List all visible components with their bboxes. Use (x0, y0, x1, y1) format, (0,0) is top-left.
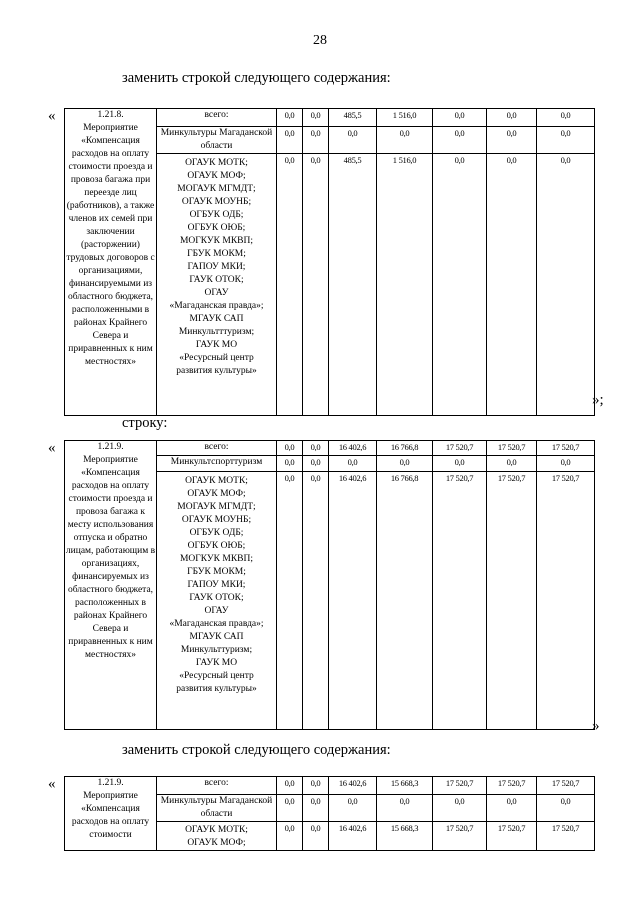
value-cell: 16 402,6 (329, 777, 377, 795)
executors-cell (157, 154, 277, 416)
value-cell: 17 520,7 (433, 777, 487, 795)
value-cell: 15 668,3 (377, 777, 433, 795)
value-cell: 16 402,6 (329, 822, 377, 851)
table-row (65, 777, 595, 795)
measure-name-cell (65, 109, 157, 416)
executor: ОГАУК МОТК; (185, 476, 248, 486)
value-cell: 17 520,7 (487, 822, 537, 851)
executor: «Ресурсный центр (179, 671, 254, 681)
executor: ГАУК ОТОК; (189, 593, 244, 603)
value-cell: 16 766,8 (377, 441, 433, 456)
value-cell: 16 402,6 (329, 441, 377, 456)
value-cell: 16 766,8 (377, 472, 433, 730)
executor: ОГАУ (204, 288, 229, 298)
value-cell: 0,0 (487, 127, 537, 154)
executor: ОГАУК МОФ; (187, 489, 246, 499)
section-2-close-quote: » (592, 718, 600, 734)
value-cell: 0,0 (487, 795, 537, 822)
section-2-heading: строку: (122, 415, 168, 431)
value-cell: 0,0 (433, 109, 487, 127)
value-cell: 0,0 (329, 127, 377, 154)
executors-cell (157, 472, 277, 730)
value-cell: 0,0 (303, 822, 329, 851)
executor: ГБУК МОКМ; (187, 567, 246, 577)
executor: ГАУК МО (195, 658, 238, 668)
value-cell: 0,0 (277, 127, 303, 154)
value-cell: 0,0 (433, 795, 487, 822)
executor: ОГБУК ОДБ; (189, 528, 244, 538)
executor: «Магаданская правда»; (169, 301, 264, 311)
executor: ОГАУК МОУНБ; (181, 197, 252, 207)
value-cell: 0,0 (277, 795, 303, 822)
measure-name: Мероприятие «Компенсация расходов на оплату стоимости (71, 791, 150, 840)
executor: ГБУК МОКМ; (187, 249, 246, 259)
value-cell: 0,0 (303, 795, 329, 822)
value-cell: 17 520,7 (537, 777, 595, 795)
executor: «Ресурсный центр (179, 353, 254, 363)
value-cell: 0,0 (277, 822, 303, 851)
value-cell: 0,0 (487, 109, 537, 127)
value-cell: 0,0 (303, 109, 329, 127)
value-cell: 17 520,7 (433, 441, 487, 456)
value-cell: 0,0 (303, 472, 329, 730)
executor: МГАУК САП (189, 632, 244, 642)
section-3-table (64, 776, 595, 851)
executor: ГАУК ОТОК; (189, 275, 244, 285)
section-1-table (64, 108, 595, 416)
value-cell: 0,0 (537, 795, 595, 822)
executor: Минкультттуризм; (178, 327, 255, 337)
value-cell: 1 516,0 (377, 109, 433, 127)
value-cell: 0,0 (433, 127, 487, 154)
row-label-ministry: Минкультуры Магаданской области (157, 127, 277, 154)
value-cell: 0,0 (377, 795, 433, 822)
executor: МОГАУК МГМДТ; (177, 184, 256, 194)
page-number: 28 (313, 33, 327, 48)
measure-code: 1.21.9. (97, 442, 124, 452)
value-cell: 0,0 (329, 795, 377, 822)
value-cell: 0,0 (277, 154, 303, 416)
value-cell: 0,0 (277, 472, 303, 730)
section-3-open-quote: « (48, 776, 56, 792)
executor: ОГАУК МОФ; (187, 838, 246, 848)
value-cell: 0,0 (537, 127, 595, 154)
value-cell: 485,5 (329, 109, 377, 127)
value-cell: 17 520,7 (487, 472, 537, 730)
value-cell: 0,0 (277, 109, 303, 127)
executor: ОГБУК ОЮБ; (187, 223, 246, 233)
executor: развития культуры» (176, 366, 257, 376)
value-cell: 0,0 (277, 456, 303, 472)
section-1-heading: заменить строкой следующего содержания: (122, 70, 391, 86)
value-cell: 17 520,7 (537, 441, 595, 456)
section-3-heading: заменить строкой следующего содержания: (122, 742, 391, 758)
table-row (65, 441, 595, 456)
value-cell: 0,0 (303, 441, 329, 456)
measure-name-cell (65, 777, 157, 851)
executors-cell (157, 822, 277, 851)
value-cell: 15 668,3 (377, 822, 433, 851)
value-cell: 0,0 (487, 456, 537, 472)
value-cell: 17 520,7 (537, 822, 595, 851)
executor: ОГАУК МОТК; (185, 825, 248, 835)
value-cell: 0,0 (329, 456, 377, 472)
value-cell: 17 520,7 (487, 777, 537, 795)
section-1-close-quote: »; (592, 392, 604, 408)
executor: Минкульттуризм; (180, 645, 253, 655)
value-cell: 0,0 (303, 127, 329, 154)
value-cell: 17 520,7 (433, 472, 487, 730)
value-cell: 0,0 (433, 154, 487, 416)
executor: «Магаданская правда»; (169, 619, 264, 629)
value-cell: 17 520,7 (537, 472, 595, 730)
executor: МГАУК САП (189, 314, 244, 324)
executor: ОГБУК ОДБ; (189, 210, 244, 220)
executor: ОГБУК ОЮБ; (187, 541, 246, 551)
value-cell: 17 520,7 (487, 441, 537, 456)
value-cell: 0,0 (303, 154, 329, 416)
value-cell: 0,0 (303, 777, 329, 795)
value-cell: 0,0 (537, 154, 595, 416)
row-label-ministry: Минкультуры Магаданской области (157, 795, 277, 822)
value-cell: 0,0 (277, 441, 303, 456)
table-row (65, 109, 595, 127)
value-cell: 16 402,6 (329, 472, 377, 730)
measure-code: 1.21.9. (97, 778, 124, 788)
section-1-open-quote: « (48, 108, 56, 124)
value-cell: 0,0 (433, 456, 487, 472)
section-2-table (64, 440, 595, 730)
value-cell: 0,0 (487, 154, 537, 416)
executor: ГАПОУ МКИ; (187, 262, 246, 272)
measure-name: Мероприятие «Компенсация расходов на оплату стоимости проезда и провоза багажа при переезде лиц (работников), а также членов их семей при заключении (расторжении) трудовых договоров с организациями, финансируемыми из областного бюджета, расположенными в районах Крайнего Севера и приравненных к ним местностях» (66, 123, 155, 367)
measure-name: Мероприятие «Компенсация расходов на оплату стоимости проезда и провоза багажа к месту использования отпуска и обратно лицам, работающим в организациях, финансируемых из областного бюджета, расположенных в районах Крайнего Севера и приравненных к ним местностях» (65, 455, 156, 660)
row-label-total: всего: (157, 777, 277, 795)
measure-name-cell (65, 441, 157, 730)
value-cell: 1 516,0 (377, 154, 433, 416)
value-cell: 0,0 (277, 777, 303, 795)
executor: ГАПОУ МКИ; (187, 580, 246, 590)
row-label-ministry: Минкультспорттуризм (157, 456, 277, 472)
executor: МОГКУК МКВП; (179, 554, 253, 564)
value-cell: 0,0 (377, 127, 433, 154)
executor: ОГАУ (204, 606, 229, 616)
value-cell: 17 520,7 (433, 822, 487, 851)
value-cell: 0,0 (537, 456, 595, 472)
measure-code: 1.21.8. (97, 110, 124, 120)
executor: ГАУК МО (195, 340, 238, 350)
row-label-total: всего: (157, 441, 277, 456)
executor: МОГКУК МКВП; (179, 236, 253, 246)
value-cell: 0,0 (537, 109, 595, 127)
section-2-open-quote: « (48, 440, 56, 456)
executor: ОГАУК МОУНБ; (181, 515, 252, 525)
executor: развития культуры» (176, 684, 257, 694)
executor: ОГАУК МОФ; (187, 171, 246, 181)
value-cell: 0,0 (303, 456, 329, 472)
executor: ОГАУК МОТК; (185, 158, 248, 168)
value-cell: 485,5 (329, 154, 377, 416)
executor: МОГАУК МГМДТ; (177, 502, 256, 512)
value-cell: 0,0 (377, 456, 433, 472)
row-label-total: всего: (157, 109, 277, 127)
